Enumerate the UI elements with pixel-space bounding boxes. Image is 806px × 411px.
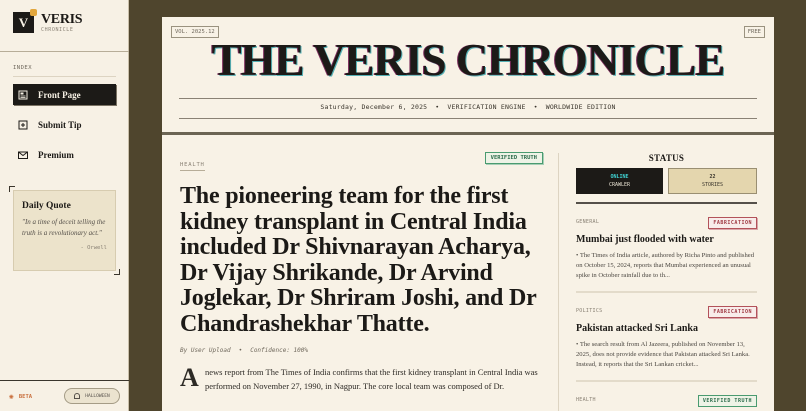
separator: • — [533, 103, 538, 111]
article-category: HEALTH — [180, 162, 205, 171]
daily-quote-card — [13, 190, 116, 271]
sidebar — [0, 0, 129, 411]
sidebar-item-front-page[interactable] — [13, 84, 116, 105]
stories-value: 22 — [709, 174, 716, 180]
divider — [179, 98, 757, 99]
sidebar-item-label: Premium — [38, 149, 74, 160]
ghost-icon — [74, 393, 80, 399]
article-headline[interactable]: The pioneering team for the first kidney transplant in Central India included Dr Shivnarayan Acharya, Dr Vijay Shrikande, Dr Arvind Joglekar, Dr Shriram Joshi, and Dr Chandrashekhar Thatte. — [180, 183, 537, 337]
byline — [180, 347, 543, 354]
crawler-status — [576, 168, 663, 194]
sparkle-icon: ✺ — [9, 392, 14, 401]
logo-letter: V — [18, 14, 29, 30]
drop-cap: A — [180, 363, 199, 392]
crawler-value: ONLINE — [610, 174, 629, 180]
verdict-badge: FABRICATION — [708, 306, 757, 318]
brand-logo[interactable] — [13, 12, 82, 33]
story-item[interactable] — [576, 382, 757, 411]
story-title[interactable]: Mumbai just flooded with water — [576, 234, 714, 245]
logo-mark — [13, 12, 34, 33]
verdict-badge: FABRICATION — [708, 217, 757, 229]
sidebar-item-submit-tip[interactable] — [13, 114, 116, 135]
corner-bracket-icon — [114, 269, 120, 275]
status-title: STATUS — [648, 153, 685, 163]
crawler-label: CRAWLER — [608, 182, 631, 188]
quote-title: Daily Quote — [22, 201, 71, 211]
separator: • — [238, 347, 243, 354]
newspaper-page — [162, 17, 774, 411]
status-panel — [576, 153, 757, 411]
sidebar-footer — [0, 380, 129, 411]
separator: • — [435, 103, 440, 111]
volume-badge: VOL. 2025.12 — [171, 26, 219, 38]
stories-count — [668, 168, 757, 194]
plus-square-icon — [18, 120, 28, 130]
beta-label: BETA — [18, 393, 33, 400]
confidence-score: Confidence: 100% — [250, 347, 308, 354]
story-title[interactable]: Pakistan attacked Sri Lanka — [576, 323, 698, 334]
quote-text: "In a time of deceit telling the truth is a revolutionary act." — [22, 218, 106, 237]
masthead — [162, 17, 774, 135]
story-category: GENERAL — [576, 219, 600, 225]
halloween-theme-button[interactable] — [64, 388, 120, 404]
column-divider — [558, 153, 559, 411]
free-badge: FREE — [744, 26, 765, 38]
engine-label: VERIFICATION ENGINE — [447, 103, 526, 111]
mail-icon — [18, 150, 28, 160]
story-item[interactable] — [576, 293, 757, 382]
divider — [179, 118, 757, 119]
story-category: POLITICS — [576, 308, 603, 314]
masthead-title: THE VERIS CHRONICLE — [211, 35, 725, 85]
article-body — [180, 365, 543, 393]
notification-dot-icon — [30, 9, 37, 16]
author: By User Upload — [180, 347, 231, 354]
story-summary: • The search result from Al Jazeera, published on November 13, 2025, does not provide evidence that Pakistan attacked Sri Lanka. Instead, it reports that the Sri Lankan cricket... — [576, 341, 750, 368]
article-body-text: news report from The Times of India confirms that the first kidney transplant in Central India was performed on November 27, 1990, in Nagpur. The core local team was composed of Dr. — [205, 367, 538, 391]
sidebar-item-label: Submit Tip — [38, 119, 82, 130]
stories-label: STORIES — [701, 182, 724, 188]
halloween-label: HALLOWEEN — [85, 393, 110, 399]
brand-subtitle: CHRONICLE — [41, 26, 74, 33]
newspaper-icon — [18, 90, 28, 100]
edition-label: WORLDWIDE EDITION — [545, 103, 616, 111]
brand-name: VERIS — [41, 11, 83, 27]
divider — [13, 76, 116, 77]
divider — [0, 51, 129, 52]
sidebar-item-label: Front Page — [38, 89, 81, 100]
verdict-badge: VERIFIED TRUTH — [485, 152, 543, 164]
story-item[interactable] — [576, 204, 757, 293]
dateline — [162, 103, 774, 111]
lead-article — [180, 153, 543, 393]
quote-author: - Orwell — [80, 245, 107, 251]
index-label: INDEX — [13, 65, 33, 71]
story-summary: • The Times of India article, authored by Richa Pinto and published on October 15, 2024, reports that Mumbai experienced an unusual spike in October rainfall due to th... — [576, 252, 754, 279]
sidebar-item-premium[interactable] — [13, 144, 116, 165]
date: Saturday, December 6, 2025 — [320, 103, 428, 111]
story-category: HEALTH — [576, 397, 596, 403]
verdict-badge: VERIFIED TRUTH — [698, 395, 757, 407]
beta-badge — [9, 392, 32, 401]
